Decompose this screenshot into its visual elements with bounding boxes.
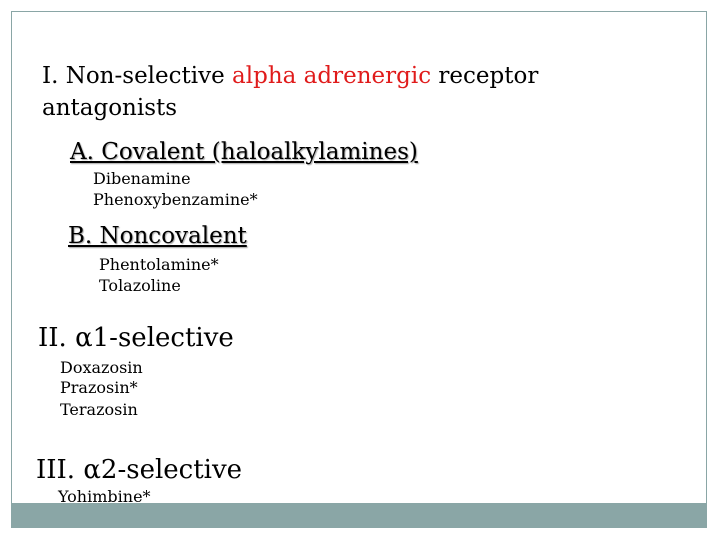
section-ii-title [38,325,234,351]
section-b-item: Phentolamine* [99,255,219,274]
heading-line-1 [42,65,538,88]
heading-suffix: receptor [431,63,539,89]
section-a-item: Phenoxybenzamine* [93,190,258,209]
section-iii-title [36,457,242,483]
section-ii-prefix: II. [38,323,76,353]
section-iii-item: Yohimbine* [58,487,151,506]
heading-highlight: alpha adrenergic [232,63,432,89]
section-a-item: Dibenamine [93,169,191,188]
section-b-item: Tolazoline [99,276,181,295]
section-iii-suffix: 2-selective [100,455,243,485]
heading-line-2: antagonists [42,95,178,121]
section-ii-item: Prazosin* [60,378,138,397]
section-ii-item: Doxazosin [60,358,143,377]
section-ii-item: Terazosin [60,400,138,419]
footer-bar [11,503,707,528]
alpha-symbol: α [75,323,93,353]
section-iii-prefix: III. [36,455,84,485]
heading-prefix: I. Non-selective [42,63,233,89]
section-ii-suffix: 1-selective [92,323,234,353]
alpha-symbol: α [83,455,101,485]
section-a-title: A. Covalent (haloalkylamines) [70,139,418,165]
section-b-title: B. Noncovalent [68,223,247,249]
